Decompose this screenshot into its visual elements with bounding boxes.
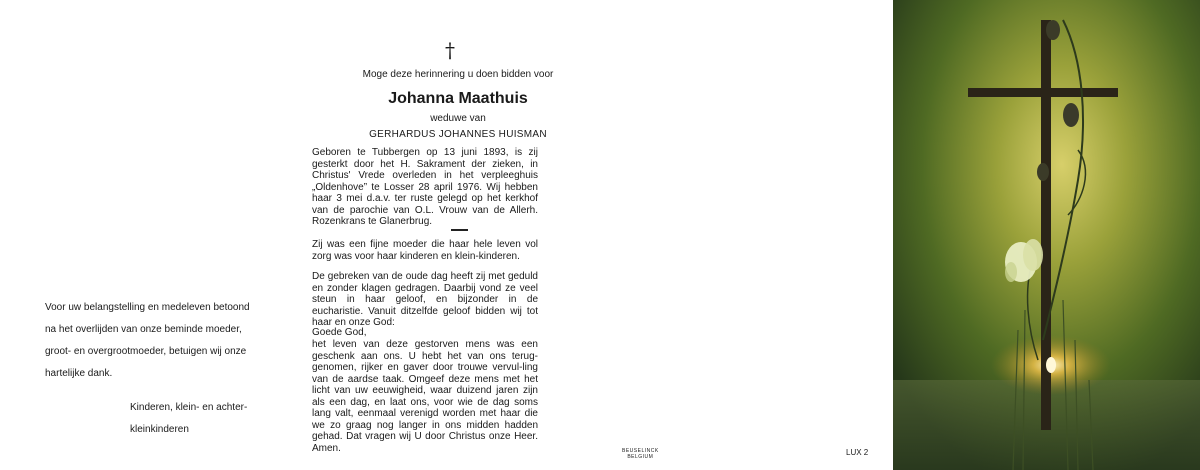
signature-line: kleinkinderen [130,424,189,435]
flower-bud [1046,20,1060,40]
printer-line: BEUSELINCK [622,448,659,454]
memorial-photo [893,0,1200,470]
card-code: LUX 2 [846,448,869,457]
cross-icon: † [445,38,455,62]
left-panel [0,0,300,470]
thanks-message [45,297,265,385]
thanks-line: hartelijke dank. [45,368,113,379]
flower-bud [1063,103,1079,127]
paragraph-mother: Zij was een fijne moeder die haar hele leven vol zorg was voor haar kinderen en klein-kinderen. [312,239,538,262]
prayer-intro: Moge deze herinnering u doen bidden voor [362,69,554,80]
paragraph-faith: De gebreken van de oude dag heeft zij met geduld en zonder klagen gedragen. Daarbij vond ze veel steun in haar geloof, en bijzonder in de eucharistie. Vanuit ditzelfde geloof bidden wij tot haar en onze God: [312,271,538,328]
cross-photo-image [893,0,1200,470]
printer-line: BELGIUM [627,454,654,460]
cross-horizontal-beam [968,88,1118,97]
thanks-line: na het overlijden van onze beminde moeder, [45,324,242,335]
family-signature [130,397,247,441]
printer-mark [622,448,659,460]
prayer-greeting: Goede God, [312,327,367,338]
signature-line: Kinderen, klein- en achter- [130,402,248,413]
candle-flame-icon [1046,357,1056,373]
flower-bud [1037,163,1049,181]
middle-panel [300,0,895,470]
thanks-line: groot- en overgrootmoeder, betuigen wij onze [45,346,247,357]
thanks-line: Voor uw belangstelling en medeleven betoond [45,302,250,313]
widow-label: weduwe van [430,113,486,124]
husband-name: GERHARDUS JOHANNES HUISMAN [369,129,547,140]
biography: Geboren te Tubbergen op 13 juni 1893, is zij gesterkt door het H. Sakrament der zieken, in Christus' Vrede overleden in het verpleeghuis „Oldenhove” te Losser 28 april 1976. Wij hebben haar 3 mei d.a.v. ter ruste gelegd op het kerkhof van de parochie van O.L. Vrouw van de Allerh. Rozenkrans te Glanerbrug. [312,147,538,227]
divider [451,229,468,231]
prayer-text: het leven van deze gestorven mens was een geschenk aan ons. U hebt het van ons terug-genomen, rijker en gaver door trouwe vervul-ling van de aardse taak. Omgeef deze mens met het licht van uw eeuwigheid, waar duizend jaren zijn als een dag, en laat ons, voor wie de dag soms lang valt, eenmaal verenigd worden met haar die we zo graag nog langer in ons midden hadden gehad. Dat vragen wij U door Christus onze Heer. Amen. [312,339,538,454]
deceased-name: Johanna Maathuis [388,90,528,107]
